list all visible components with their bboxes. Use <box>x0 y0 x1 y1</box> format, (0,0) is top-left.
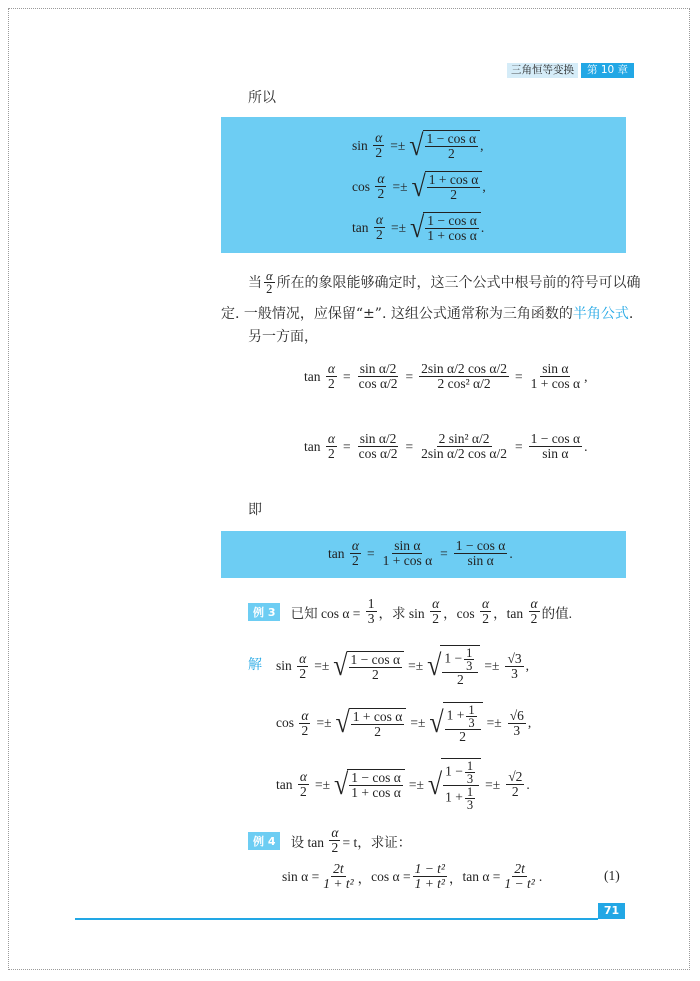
solution-cos-line: cos $\frac{\alpha}{2}$ =± √ 1 + cos α 2 =± √ 1 + $\frac{1}{3}$ 2 =± $\frac{√6}{3}$ , <box>276 703 532 744</box>
section-title: 三角恒等变换 <box>507 63 578 78</box>
formula-sin-half: sin $\frac{\alpha}{2}$ =± √ 1 − cos α 2 , <box>352 128 484 162</box>
example-4-identities: sin α = $\frac{2t}{\text{1 + t²}}$ ， cos α = $\frac{\text{1 − t²}}{\text{1 + t²}}$ ， tan α = $\frac{2t}{\text{1 − t²}}$ . <box>282 861 543 891</box>
solution-sin-line: sin $\frac{\alpha}{2}$ =± √ 1 − cos α 2 =± √ 1 − $\frac{1}{3}$ 2 =± $\frac{√3}{3}$ , <box>276 646 529 687</box>
solution-label: 解 <box>248 657 262 673</box>
example-3-tag: 例 3 <box>248 603 280 621</box>
derivation-line-1: tan $\frac{\alpha}{2}$ = $\frac{\text{sin α/2}}{\text{cos α/2}}$ = $\frac{\text{2sin α/2 cos α/2}}{\text{2 cos² α/2}}$ = $\frac{\text{sin α}}{\text{1 + cos α}}$ , <box>304 361 588 391</box>
example-4-statement: 例 4 设 tan $\frac{\alpha}{2}$ = t，求证： <box>248 826 411 855</box>
ji-word: 即 <box>248 502 262 518</box>
derivation-line-2: tan $\frac{\alpha}{2}$ = $\frac{\text{sin α/2}}{\text{cos α/2}}$ = $\frac{\text{2 sin² α/2}}{\text{2sin α/2 cos α/2}}$ = $\frac{\text{1 − cos α}}{\text{sin α}}$ . <box>304 431 588 461</box>
formula-cos-half: cos $\frac{\alpha}{2}$ =± √ 1 + cos α 2 , <box>352 169 486 203</box>
formula-tan-half-rational: tan $\frac{\alpha}{2}$ = $\frac{\text{sin α}}{\text{1 + cos α}}$ = $\frac{\text{1 − cos α}}{\text{sin α}}$ . <box>328 538 513 568</box>
chapter-badge: 第 10 章 <box>581 63 634 78</box>
term-half-angle-formula: 半角公式 <box>572 306 629 322</box>
intro-word: 所以 <box>248 90 276 106</box>
formula-tan-half: tan $\frac{\alpha}{2}$ =± √ 1 − cos α 1 + cos α . <box>352 210 485 244</box>
page-number: 71 <box>598 903 625 919</box>
footer-rule <box>75 918 598 920</box>
paragraph-line-3: 另一方面， <box>248 329 318 345</box>
paragraph-line-2: 定. 一般情况，应保留“±”. 这组公式通常称为三角函数的半角公式. <box>221 306 634 322</box>
paragraph-line-1: 当 α 2 所在的象限能够确定时，这三个公式中根号前的符号可以确 <box>248 269 641 296</box>
solution-tan-line: tan $\frac{\alpha}{2}$ =± √ 1 − cos α 1 + cos α =± √ 1 − $\frac{1}{3}$ 1 + $\frac{1}{3}$ =± $\frac{√2}{2}$ . <box>276 759 530 812</box>
example-4-tag: 例 4 <box>248 832 280 850</box>
equation-number: (1) <box>604 868 620 883</box>
running-header <box>507 63 634 78</box>
example-3-statement: 例 3 已知 cos α = $\frac{1}{3}$ ，求 sin α 2 ，cos α 2 ，tan α 2 的值. <box>248 597 572 626</box>
